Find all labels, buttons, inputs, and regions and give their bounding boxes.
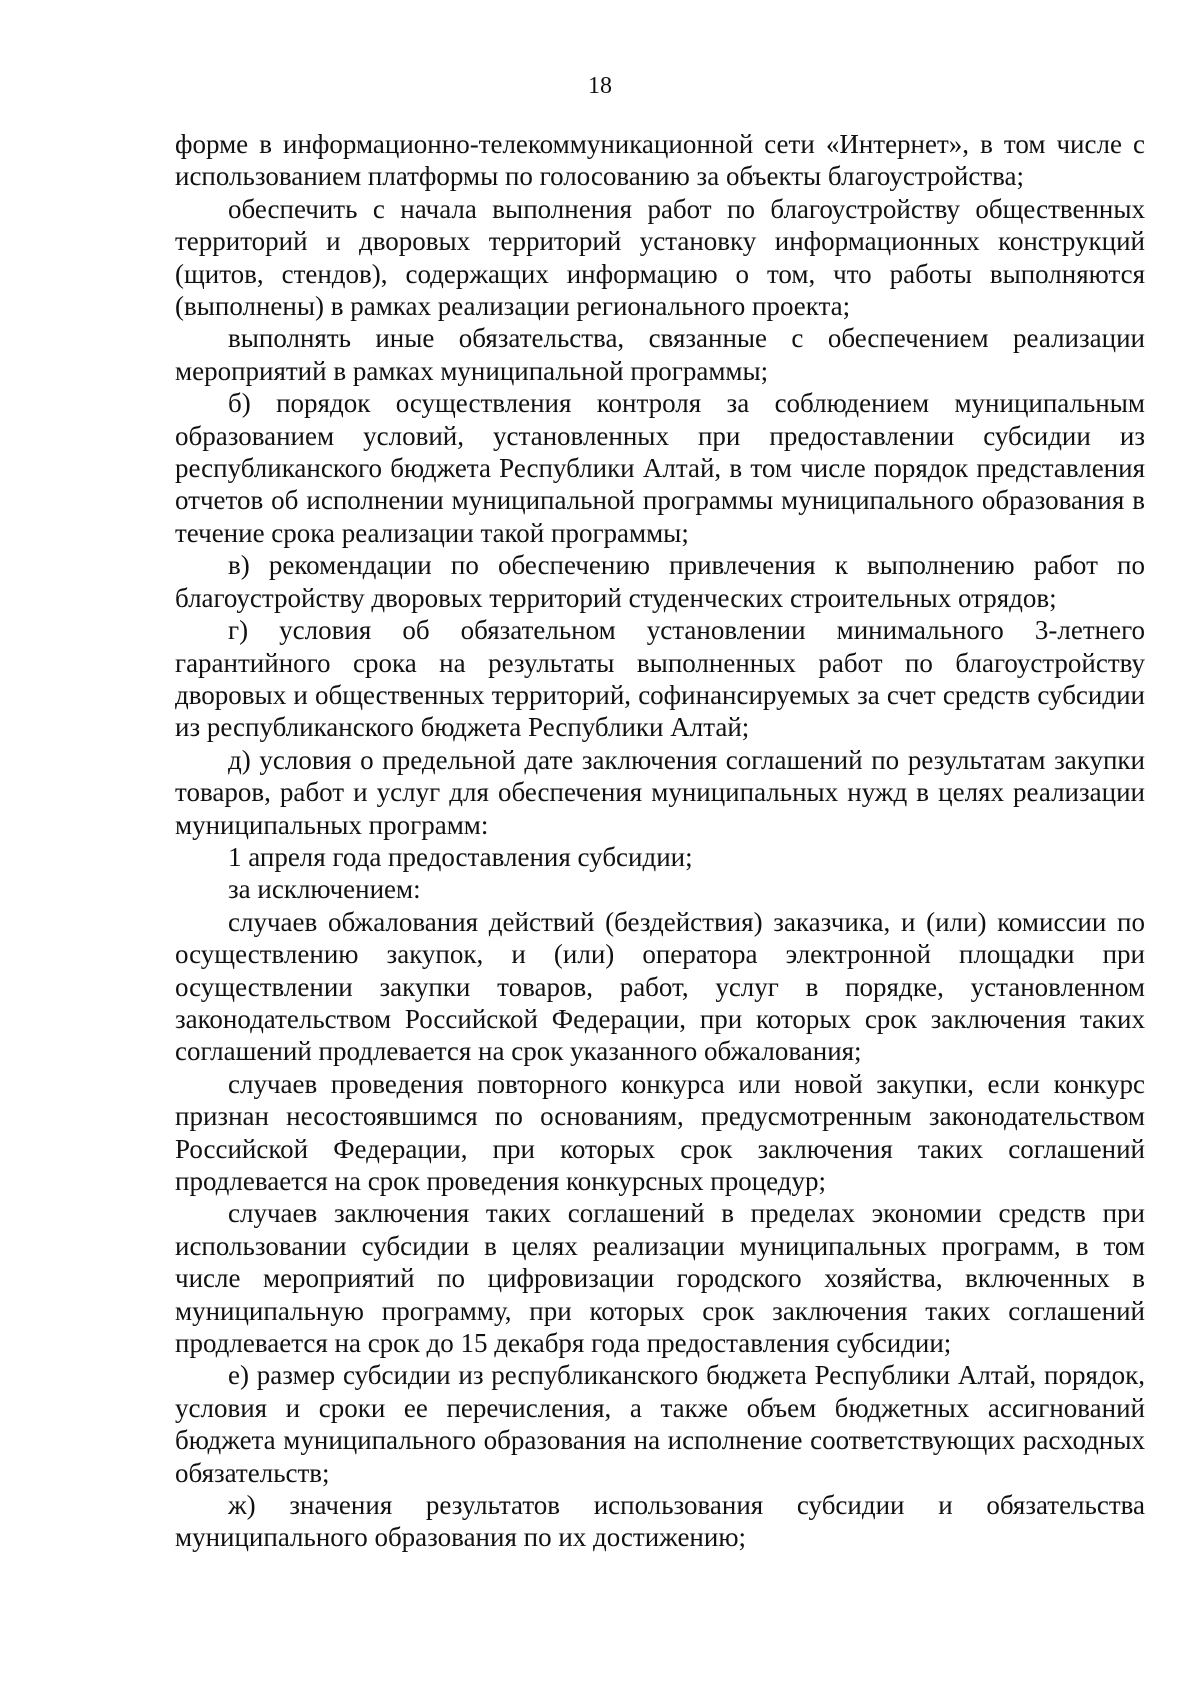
paragraph: обеспечить с начала выполнения работ по благоустройству общественных территорий и дворовых территорий установку информационных конструкций (щитов, стендов), содержащих информацию о том, что работы выполняются (выполнены) в рамках реализации регионального проекта; [175, 193, 1145, 322]
paragraph: ж) значения результатов использования субсидии и обязательства муниципального образования по их достижению; [175, 1490, 1145, 1553]
paragraph: выполнять иные обязательства, связанные с обеспечением реализации мероприятий в рамках муниципальной программы; [175, 323, 1145, 386]
paragraph: 1 апреля года предоставления субсидии; [228, 841, 693, 872]
paragraph: случаев заключения таких соглашений в пределах экономии средств при использовании субсидии в целях реализации муниципальных программ, в том числе мероприятий по цифровизации городского хозяйства, включенных в муниципальную программу, при которых срок заключения таких соглашений продлевается на срок до 15 декабря года предоставления субсидии; [175, 1198, 1145, 1359]
paragraph: б) порядок осуществления контроля за соблюдением муниципальным образованием условий, установленных при предоставлении субсидии из республиканского бюджета Республики Алтай, в том числе порядок представления отчетов об исполнении муниципальной программы муниципального образования в течение срока реализации такой программы; [175, 388, 1145, 548]
paragraph: случаев проведения повторного конкурса или новой закупки, если конкурс признан несостоявшимся по основаниям, предусмотренным законодательством Российской Федерации, при которых срок заключения таких соглашений продлевается на срок проведения конкурсных процедур; [175, 1068, 1145, 1196]
paragraph: д) условия о предельной дате заключения соглашений по результатам закупки товаров, работ и услуг для обеспечения муниципальных нужд в целях реализации муниципальных программ: [175, 744, 1145, 840]
paragraph: форме в информационно-телекоммуникационной сети «Интернет», в том числе с использованием платформы по голосованию за объекты благоустройства; [175, 129, 1145, 192]
paragraph: за исключением: [228, 874, 421, 905]
document-body [175, 128, 1145, 1554]
paragraph: г) условия об обязательном установлении минимального 3-летнего гарантийного срока на результаты выполненных работ по благоустройству дворовых и общественных территорий, софинансируемых за счет средств субсидии из республиканского бюджета Республики Алтай; [175, 615, 1145, 743]
paragraph: е) размер субсидии из республиканского бюджета Республики Алтай, порядок, условия и сроки ее перечисления, а также объем бюджетных ассигнований бюджета муниципального образования на исполнение соответствующих расходных обязательств; [175, 1360, 1145, 1488]
page-number: 18 [588, 73, 612, 99]
paragraph: случаев обжалования действий (бездействия) заказчика, и (или) комиссии по осуществлению закупок, и (или) оператора электронной площадки при осуществлении закупки товаров, работ, услуг в порядке, установленном законодательством Российской Федерации, при которых срок заключения таких соглашений продлевается на срок указанного обжалования; [175, 906, 1145, 1067]
paragraph: в) рекомендации по обеспечению привлечения к выполнению работ по благоустройству дворовых территорий студенческих строительных отрядов; [175, 550, 1145, 613]
